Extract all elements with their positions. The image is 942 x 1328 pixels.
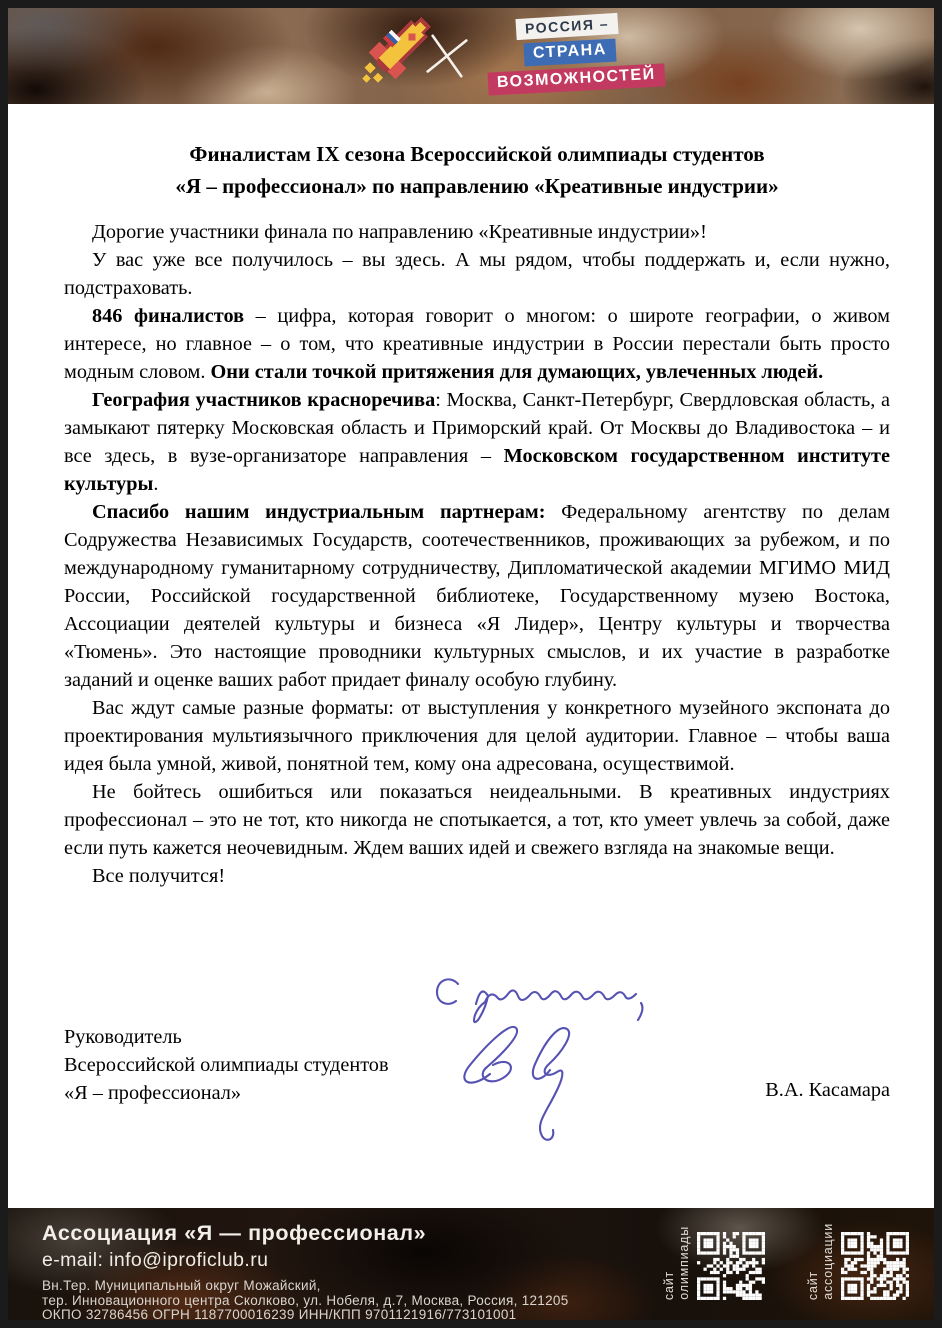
qr-label-olympiad xyxy=(662,1226,691,1300)
qr-label-word: сайт xyxy=(662,1270,676,1300)
qr-label-word: сайт xyxy=(806,1270,820,1300)
letter-title-line2: «Я – профессионал» по направлению «Креативные индустрии» xyxy=(175,174,779,198)
qr-block-association xyxy=(806,1223,909,1300)
letterhead-banner xyxy=(8,8,934,104)
paragraph: Не бойтесь ошибиться или показаться неидеальными. В креативных индустриях профессионал – это не тот, кто никогда не спотыкается, а тот, кто умеет увлечь за собой, даже если путь кажется неочевидным. Ждем ваших идей и свежего взгляда на знакомые вещи. xyxy=(64,781,890,859)
signature-position-line1: Руководитель xyxy=(64,1026,182,1048)
letter-title-line1: Финалистам IX сезона Всероссийской олимпиады студентов xyxy=(189,142,765,166)
email-text: e-mail: info@iproficlub.ru xyxy=(42,1249,269,1271)
footer-contacts xyxy=(42,1221,569,1320)
address-line1: Вн.Тер. Муниципальный округ Можайский, xyxy=(42,1278,321,1293)
paragraph: У вас уже все получилось – вы здесь. А мы рядом, чтобы поддержать и, если нужно, подстраховать. xyxy=(64,249,890,299)
letter-title xyxy=(64,138,890,202)
qr-code-olympiad-site xyxy=(697,1232,765,1300)
qr-label-association xyxy=(806,1223,835,1300)
association-name: Ассоциация «Я — профессионал» xyxy=(42,1221,427,1245)
registration-line: ОКПО 32786456 ОГРН 1187700016239 ИНН/КПП 9701121916/773101001 xyxy=(42,1307,517,1320)
signee-name: В.А. Касамара xyxy=(765,1079,890,1101)
qr-label-word: олимпиады xyxy=(677,1226,691,1300)
rsv-logo-line3: ВОЗМОЖНОСТЕЙ xyxy=(488,63,666,95)
handwritten-signature xyxy=(428,970,672,1152)
qr-block-olympiad xyxy=(662,1226,765,1300)
address-line2: тер. Инновационного центра Сколково, ул. Нобеля, д.7, Москва, Россия, 121205 xyxy=(42,1292,569,1308)
signature-position-block xyxy=(64,1023,389,1107)
rsv-logo-line2: СТРАНА xyxy=(523,39,616,67)
rsv-logo-line1: РОССИЯ – xyxy=(515,13,618,40)
letter-body xyxy=(8,104,934,1208)
signature-position-line3: «Я – профессионал» xyxy=(64,1082,242,1104)
x-mark-icon xyxy=(424,30,470,82)
signature-position-line2: Всероссийской олимпиады студентов xyxy=(64,1054,389,1076)
paragraph: Вас ждут самые разные форматы: от выступления у конкретного музейного экспоната до проектирования мультиязычного приключения для целой аудитории. Главное – чтобы ваша идея была умной, живой, понятной тем, кому она адресована, осуществимой. xyxy=(64,697,890,775)
qr-code-association-site xyxy=(841,1232,909,1300)
paragraph: Дорогие участники финала по направлению «Креативные индустрии»! xyxy=(92,221,707,243)
rsv-logo xyxy=(482,16,665,91)
letterhead-footer xyxy=(8,1208,934,1320)
qr-label-word: ассоциации xyxy=(821,1223,835,1300)
paragraph: География участников красноречива: Москва, Санкт-Петербург, Свердловская область, а замыкают пятерку Московская область и Приморский край. От Москвы до Владивостока – и все здесь, в вузе-организаторе направления – Московском государственном институте культуры. xyxy=(64,389,890,495)
paragraph: 846 финалистов – цифра, которая говорит о многом: о широте географии, о живом интересе, но главное – о том, что креативные индустрии в России перестали быть просто модным словом. Они стали точкой притяжения для думающих, увлеченных людей. xyxy=(64,305,890,383)
paragraph: Все получится! xyxy=(92,865,226,887)
paragraph: Спасибо нашим индустриальным партнерам: Федеральному агентству по делам Содружества Независимых Государств, соотечественников, проживающих за рубежом, и по международному гуманитарному сотрудничеству, Дипломатической академии МГИМО МИД России, Российской государственной библиотеке, Государственному музею Востока, Ассоциации деятелей культуры и бизнеса «Я Лидер», Центру культуры и творчества «Тюмень». Это настоящие проводники культурных смыслов, и их участие в разработке заданий и оценке ваших работ придает финалу особую глубину. xyxy=(64,501,891,691)
letter-paragraphs xyxy=(64,218,890,890)
